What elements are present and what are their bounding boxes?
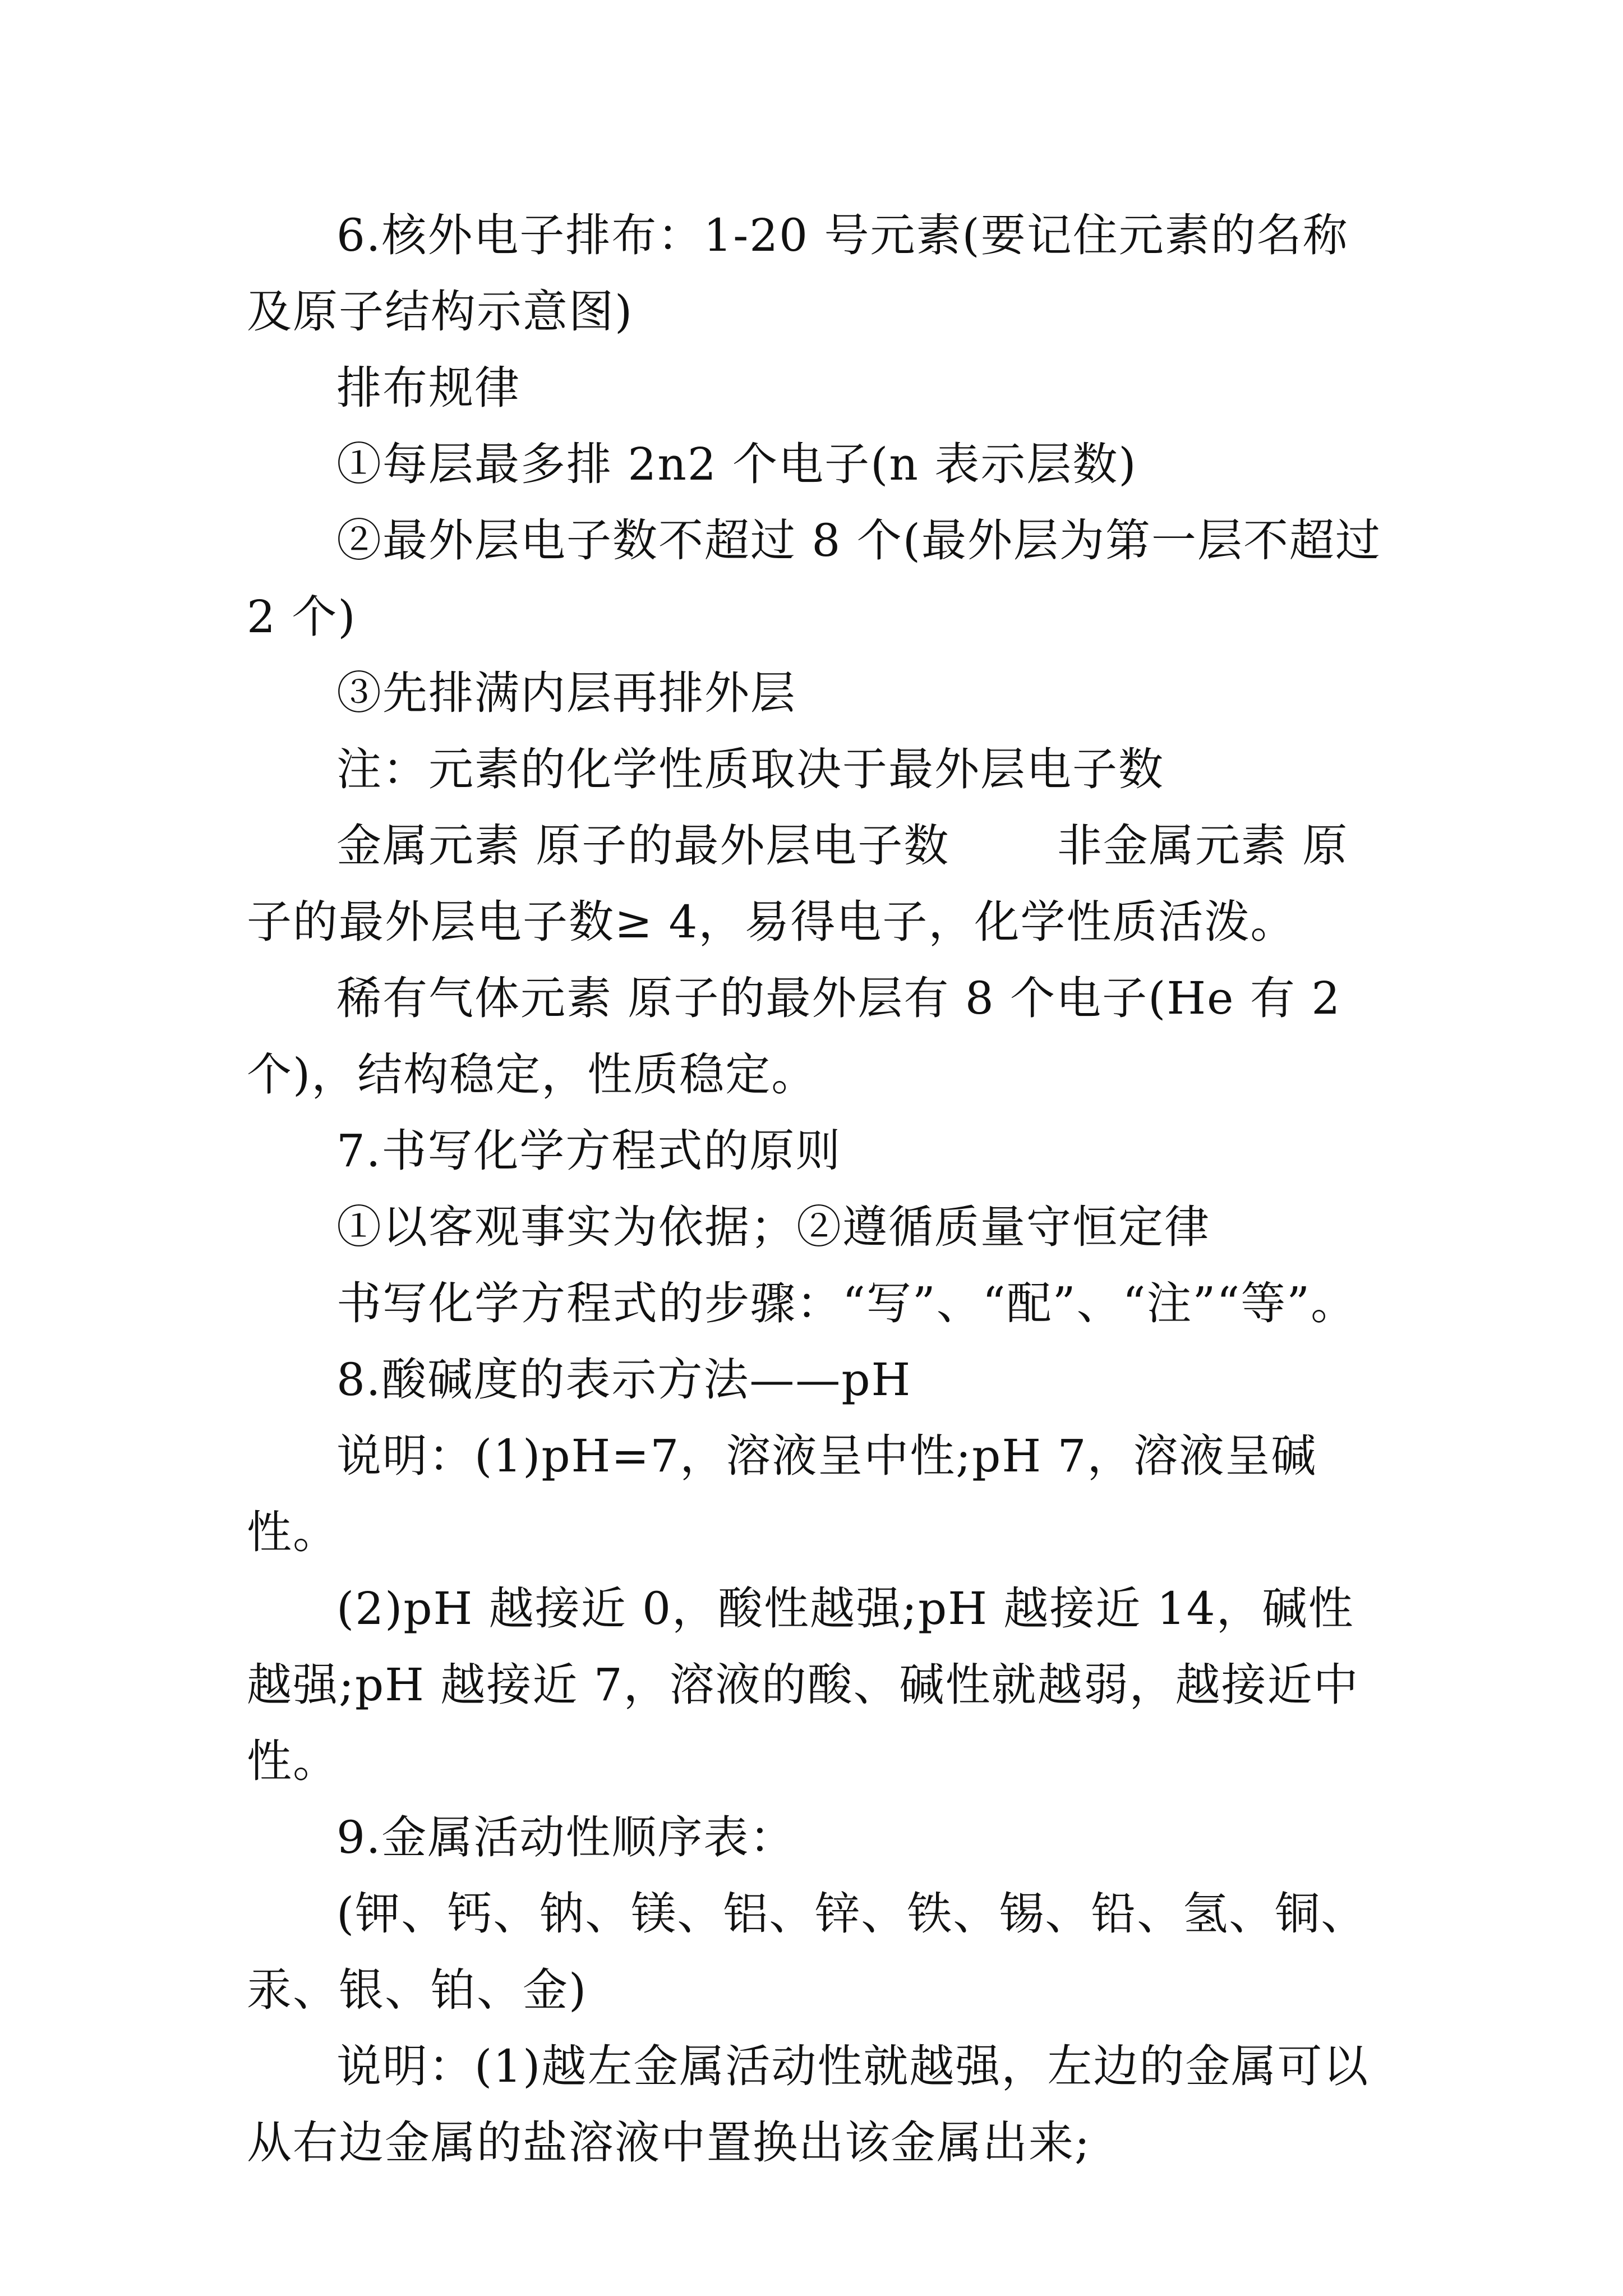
paragraph-ph-note-1: 说明：(1)pH=7，溶液呈中性;pH 7，溶液呈碱性。 — [247, 1430, 1317, 1558]
paragraph-equation-principles: 7.书写化学方程式的原则 — [336, 1125, 842, 1177]
paragraph-rule-2: ②最外层电子数不超过 8 个(最外层为第一层不超过 2 个) — [247, 514, 1381, 643]
paragraph-electron-arrangement: 6.核外电子排布：1-20 号元素(要记住元素的名称及原子结构示意图) — [247, 209, 1349, 338]
paragraph-arrangement-rules: 排布规律 — [336, 362, 520, 414]
paragraph-ph-note-2: (2)pH 越接近 0，酸性越强;pH 越接近 14，碱性越强;pH 越接近 7，溶液的酸、碱性就越弱，越接近中性。 — [247, 1582, 1359, 1787]
document-body — [247, 197, 1385, 2181]
paragraph-noble-gas: 稀有气体元素 原子的最外层有 8 个电子(He 有 2 个)，结构稳定，性质稳定。 — [247, 972, 1341, 1101]
paragraph-equation-steps: 书写化学方程式的步骤：“写”、“配”、“注”“等”。 — [336, 1277, 1357, 1329]
paragraph-metal-nonmetal: 金属元素 原子的最外层电子数 非金属元素 原子的最外层电子数≥ 4，易得电子，化学性质活泼。 — [247, 820, 1349, 948]
paragraph-activity-note: 说明：(1)越左金属活动性就越强，左边的金属可以从右边金属的盐溶液中置换出该金属出来; — [247, 2040, 1370, 2169]
paragraph-ph-heading: 8.酸碱度的表示方法——pH — [336, 1354, 912, 1406]
paragraph-rule-3: ③先排满内层再排外层 — [336, 667, 796, 719]
paragraph-rule-1: ①每层最多排 2n2 个电子(n 表示层数) — [336, 438, 1137, 490]
paragraph-principles-list: ①以客观事实为依据；②遵循质量守恒定律 — [336, 1201, 1210, 1253]
paragraph-activity-series-heading: 9.金属活动性顺序表： — [336, 1811, 796, 1864]
paragraph-note: 注：元素的化学性质取决于最外层电子数 — [336, 743, 1164, 795]
paragraph-activity-series: (钾、钙、钠、镁、铝、锌、铁、锡、铅、氢、铜、汞、银、铂、金) — [247, 1888, 1367, 2016]
